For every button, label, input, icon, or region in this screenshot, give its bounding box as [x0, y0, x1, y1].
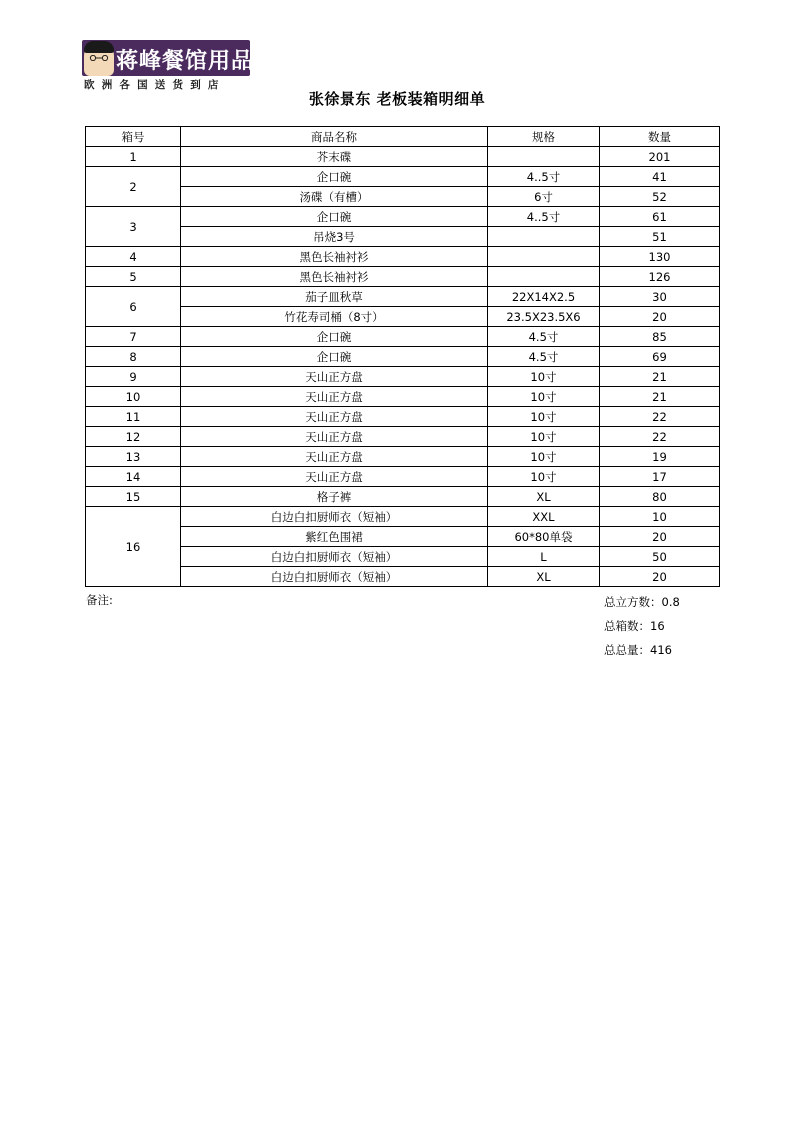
cell-spec: 4..5寸	[488, 167, 600, 187]
cell-quantity: 20	[600, 567, 720, 587]
cell-product-name: 天山正方盘	[181, 467, 488, 487]
totals-block	[604, 590, 680, 662]
cell-quantity: 85	[600, 327, 720, 347]
cell-box-number: 10	[86, 387, 181, 407]
cell-spec	[488, 247, 600, 267]
remark-label: 备注:	[86, 593, 113, 607]
cell-spec: XL	[488, 567, 600, 587]
cell-quantity: 22	[600, 407, 720, 427]
cell-spec: 10寸	[488, 367, 600, 387]
table-row	[86, 407, 720, 427]
cell-quantity: 17	[600, 467, 720, 487]
cell-box-number: 15	[86, 487, 181, 507]
cell-spec: 4..5寸	[488, 207, 600, 227]
cell-product-name: 企口碗	[181, 167, 488, 187]
cell-spec: L	[488, 547, 600, 567]
table-row	[86, 327, 720, 347]
cell-box-number: 9	[86, 367, 181, 387]
cell-quantity: 10	[600, 507, 720, 527]
portrait-hair	[84, 41, 114, 53]
cell-box-number: 3	[86, 207, 181, 247]
table-row	[86, 187, 720, 207]
cell-product-name: 企口碗	[181, 347, 488, 367]
table-row	[86, 267, 720, 287]
cell-spec: 23.5X23.5X6	[488, 307, 600, 327]
table-row	[86, 167, 720, 187]
cell-spec: XXL	[488, 507, 600, 527]
cell-product-name: 芥末碟	[181, 147, 488, 167]
cell-box-number: 4	[86, 247, 181, 267]
cell-quantity: 21	[600, 387, 720, 407]
cell-product-name: 天山正方盘	[181, 447, 488, 467]
cell-product-name: 天山正方盘	[181, 367, 488, 387]
cell-product-name: 格子裤	[181, 487, 488, 507]
table-row	[86, 447, 720, 467]
cell-product-name: 天山正方盘	[181, 407, 488, 427]
brand-logo	[82, 40, 255, 94]
cell-box-number: 6	[86, 287, 181, 327]
cell-quantity: 69	[600, 347, 720, 367]
cell-product-name: 白边白扣厨师衣（短袖）	[181, 567, 488, 587]
cell-quantity: 201	[600, 147, 720, 167]
header-product-name: 商品名称	[181, 127, 488, 147]
cell-spec	[488, 267, 600, 287]
cell-spec: 4.5寸	[488, 347, 600, 367]
cell-product-name: 黑色长袖衬衫	[181, 247, 488, 267]
table-row	[86, 467, 720, 487]
cell-product-name: 天山正方盘	[181, 427, 488, 447]
cell-box-number: 1	[86, 147, 181, 167]
cell-product-name: 紫红色围裙	[181, 527, 488, 547]
table-row	[86, 287, 720, 307]
table-row	[86, 227, 720, 247]
cell-product-name: 企口碗	[181, 327, 488, 347]
cell-quantity: 51	[600, 227, 720, 247]
cell-spec: 10寸	[488, 407, 600, 427]
table-row	[86, 547, 720, 567]
brand-name: 蒋峰餐馆用品	[116, 48, 255, 74]
cell-quantity: 30	[600, 287, 720, 307]
cell-box-number: 12	[86, 427, 181, 447]
cell-spec: 60*80单袋	[488, 527, 600, 547]
brand-tagline: 欧洲各国送货到店	[84, 79, 226, 91]
cell-box-number: 7	[86, 327, 181, 347]
cell-quantity: 52	[600, 187, 720, 207]
header-spec: 规格	[488, 127, 600, 147]
cell-product-name: 茄子皿秋草	[181, 287, 488, 307]
table-row	[86, 347, 720, 367]
cell-quantity: 20	[600, 307, 720, 327]
table-row	[86, 307, 720, 327]
cell-spec: 6寸	[488, 187, 600, 207]
table-row	[86, 427, 720, 447]
cell-spec: 4.5寸	[488, 327, 600, 347]
cell-product-name: 天山正方盘	[181, 387, 488, 407]
cell-product-name: 汤碟（有槽）	[181, 187, 488, 207]
table-row	[86, 147, 720, 167]
table-body	[86, 147, 720, 587]
cell-spec	[488, 227, 600, 247]
cell-spec: 10寸	[488, 387, 600, 407]
table-row	[86, 507, 720, 527]
cell-quantity: 20	[600, 527, 720, 547]
cell-box-number: 16	[86, 507, 181, 587]
cell-quantity: 130	[600, 247, 720, 267]
cell-product-name: 竹花寿司桶（8寸）	[181, 307, 488, 327]
document-title: 张徐景东 老板装箱明细单	[308, 90, 486, 108]
cell-quantity: 22	[600, 427, 720, 447]
cell-box-number: 5	[86, 267, 181, 287]
cell-spec: 10寸	[488, 467, 600, 487]
table-header-row	[86, 127, 720, 147]
glasses-icon	[88, 55, 110, 61]
cell-spec: XL	[488, 487, 600, 507]
packing-list-table	[85, 126, 720, 587]
cell-product-name: 企口碗	[181, 207, 488, 227]
cell-quantity: 126	[600, 267, 720, 287]
cell-spec: 10寸	[488, 427, 600, 447]
cell-product-name: 白边白扣厨师衣（短袖）	[181, 547, 488, 567]
cell-product-name: 黑色长袖衬衫	[181, 267, 488, 287]
cell-quantity: 19	[600, 447, 720, 467]
cell-product-name: 白边白扣厨师衣（短袖）	[181, 507, 488, 527]
header-quantity: 数量	[600, 127, 720, 147]
table-row	[86, 487, 720, 507]
cell-quantity: 80	[600, 487, 720, 507]
table-row	[86, 567, 720, 587]
cell-spec: 22X14X2.5	[488, 287, 600, 307]
cell-box-number: 8	[86, 347, 181, 367]
cell-box-number: 13	[86, 447, 181, 467]
total-boxes: 总箱数：16	[604, 619, 665, 633]
cell-box-number: 2	[86, 167, 181, 207]
table-row	[86, 207, 720, 227]
total-volume: 总立方数：0.8	[604, 595, 680, 609]
header-box-number: 箱号	[86, 127, 181, 147]
cell-quantity: 61	[600, 207, 720, 227]
cell-spec: 10寸	[488, 447, 600, 467]
cell-box-number: 14	[86, 467, 181, 487]
cell-quantity: 21	[600, 367, 720, 387]
total-quantity: 总总量：416	[604, 643, 672, 657]
cell-product-name: 吊烧3号	[181, 227, 488, 247]
cell-quantity: 41	[600, 167, 720, 187]
table-row	[86, 527, 720, 547]
cell-quantity: 50	[600, 547, 720, 567]
table-row	[86, 367, 720, 387]
table-row	[86, 387, 720, 407]
cell-spec	[488, 147, 600, 167]
cell-box-number: 11	[86, 407, 181, 427]
table-row	[86, 247, 720, 267]
